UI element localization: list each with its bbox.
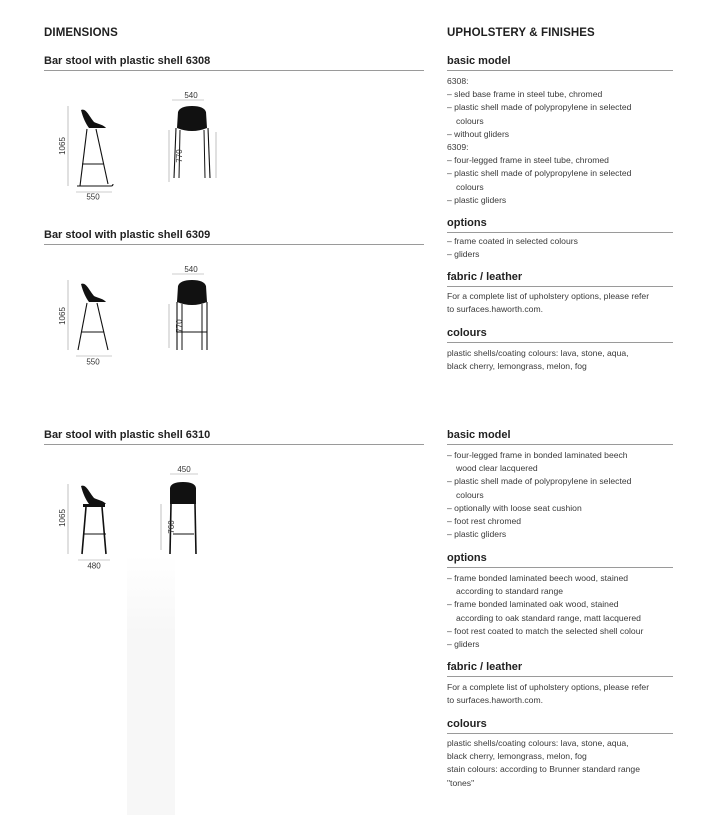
stool-6310-title: Bar stool with plastic shell 6310: [44, 429, 424, 445]
text-line: to surfaces.haworth.com.: [447, 304, 544, 315]
text-line: black cherry, lemongrass, melon, fog: [447, 751, 587, 762]
colours-text-2: [447, 737, 677, 790]
text-line: – plastic gliders: [447, 194, 507, 205]
text-line: – gliders: [447, 249, 480, 260]
stool-6309-seat-height: [166, 300, 186, 352]
text-line: – gliders: [447, 639, 480, 650]
text-line: For a complete list of upholstery options, please refer: [447, 291, 650, 301]
scan-shadow: [127, 555, 175, 815]
text-line: 6308:: [447, 76, 469, 86]
stool-6309-side-shell: [81, 284, 106, 302]
text-line: – optionally with loose seat cushion: [447, 502, 582, 513]
stool-6310-side-shell: [81, 486, 106, 504]
colours-text-1: [447, 347, 677, 373]
text-line: according to oak standard range, matt lacquered: [456, 612, 641, 623]
text-line: – foot rest coated to match the selected shell colour: [447, 625, 644, 636]
dimensions-heading: DIMENSIONS: [44, 27, 118, 39]
text-line: For a complete list of upholstery options, please refer: [447, 682, 650, 692]
text-line: plastic shells/coating colours: lava, stone, aqua,: [447, 348, 629, 358]
stool-6309-title: Bar stool with plastic shell 6309: [44, 229, 424, 245]
stool-6310-height-label: 1065: [58, 509, 67, 527]
text-line: – four-legged frame in bonded laminated beech: [447, 450, 628, 460]
text-line: – plastic shell made of polypropylene in selected: [447, 102, 632, 113]
options-title-1: options: [447, 217, 673, 233]
options-list-1: [447, 235, 677, 261]
text-line: – plastic shell made of polypropylene in selected: [447, 476, 632, 487]
text-line: – frame bonded laminated oak wood, stained: [447, 599, 619, 610]
text-line: colours: [456, 181, 484, 192]
stool-6309-seat-height-label: 770: [175, 319, 184, 333]
stool-6308-side-shell: [81, 110, 106, 128]
stool-6308-title: Bar stool with plastic shell 6308: [44, 55, 424, 71]
text-line: – frame coated in selected colours: [447, 236, 578, 246]
text-line: plastic shells/coating colours: lava, stone, aqua,: [447, 738, 629, 748]
upholstery-heading: UPHOLSTERY & FINISHES: [447, 27, 595, 39]
text-line: – four-legged frame in steel tube, chromed: [447, 155, 609, 166]
basic-model-list-1: [447, 75, 677, 207]
fabric-text-1: [447, 290, 677, 316]
stool-6308-width-label: 540: [184, 91, 198, 100]
colours-title-2: colours: [447, 718, 673, 734]
basic-model-list-2: [447, 449, 677, 541]
colours-title-1: colours: [447, 327, 673, 343]
text-line: – plastic shell made of polypropylene in selected: [447, 168, 632, 179]
text-line: "tones": [447, 777, 475, 788]
text-line: – without gliders: [447, 128, 510, 139]
stool-6310-seat-height: [158, 500, 178, 554]
text-line: stain colours: according to Brunner standard range: [447, 764, 640, 775]
stool-6309-width-label: 540: [184, 265, 198, 274]
text-line: – sled base frame in steel tube, chromed: [447, 89, 603, 100]
text-line: – foot rest chromed: [447, 516, 522, 527]
text-line: colours: [456, 489, 484, 500]
stool-6308-height-label: 1065: [58, 137, 67, 155]
stool-6310-width-label: 450: [177, 465, 191, 474]
stool-6310-depth-label: 480: [87, 561, 101, 571]
stool-6309-height-label: 1065: [58, 307, 67, 325]
text-line: colours: [456, 115, 484, 126]
text-line: black cherry, lemongrass, melon, fog: [447, 361, 587, 372]
stool-6308-seat-height: [166, 126, 186, 186]
fabric-title-2: fabric / leather: [447, 661, 673, 677]
stool-6309-depth-label: 550: [86, 357, 100, 367]
text-line: according to standard range: [456, 586, 564, 597]
text-line: – plastic gliders: [447, 529, 507, 540]
text-line: 6309:: [447, 142, 469, 153]
stool-6308-seat-height-label: 770: [175, 149, 184, 163]
options-list-2: [447, 572, 677, 651]
text-line: wood clear lacquered: [456, 463, 538, 474]
text-line: to surfaces.haworth.com.: [447, 695, 544, 706]
basic-model-title-2: basic model: [447, 429, 673, 445]
stool-6310-seat-height-label: 760: [167, 520, 176, 534]
stool-6308-depth-label: 550: [86, 192, 100, 202]
text-line: – frame bonded laminated beech wood, stained: [447, 573, 629, 583]
fabric-text-2: [447, 681, 677, 707]
fabric-title-1: fabric / leather: [447, 271, 673, 287]
basic-model-title-1: basic model: [447, 55, 673, 71]
options-title-2: options: [447, 552, 673, 568]
